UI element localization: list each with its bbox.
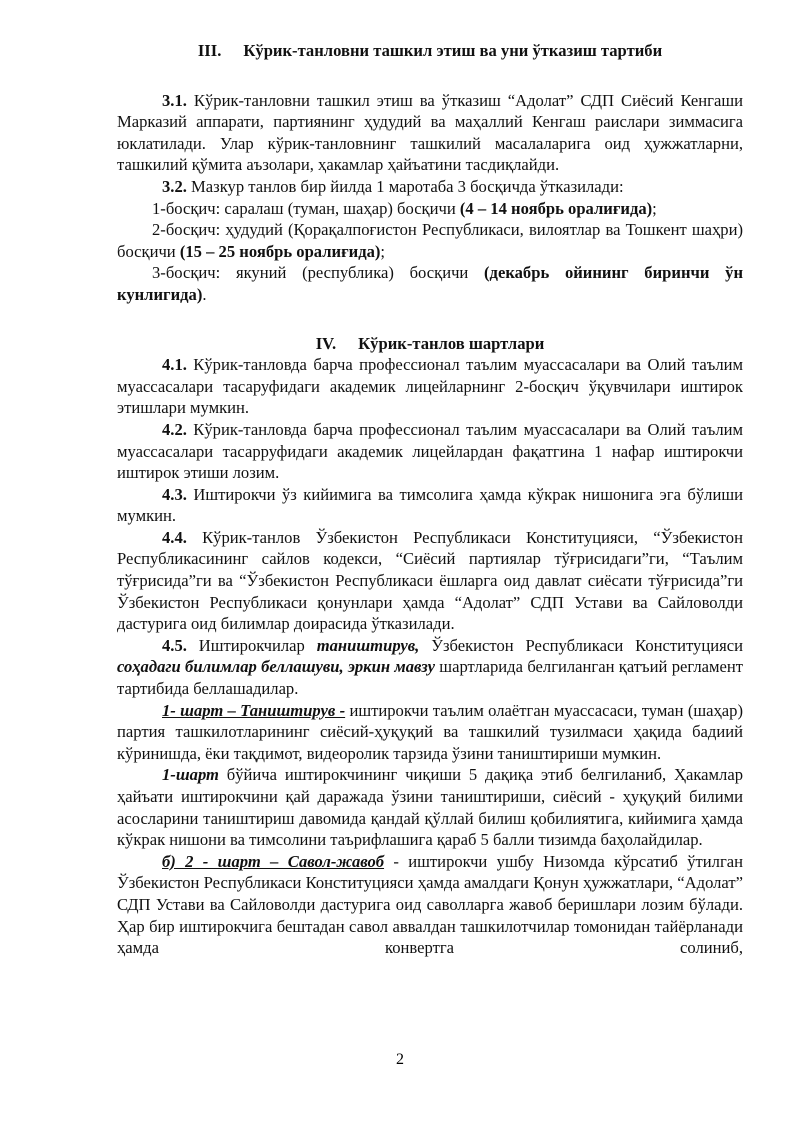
stage-1-text: 1-босқич: саралаш (туман, шаҳар) босқичи xyxy=(152,198,460,218)
paragraph-3-1 xyxy=(117,90,743,176)
document-page xyxy=(117,40,743,959)
condition-1-title: 1- шарт – Таништирув - xyxy=(162,700,346,720)
paragraph-4-4-text: Кўрик-танлов Ўзбекистон Республикаси Конституцияси, “Ўзбекистон Республикасининг сайлов кодекси, “Сиёсий партиялар тўғрисидаги”ги, “Таълим тўғрисида”ги ва “Ўзбекистон Республикаси ёшларга оид давлат сиёсати тўғрисида”ги Ўзбекистон Республикаси қонунлари ҳамда “Адолат” СДП Устави ва Сайловолди дастурига оид билимлар доирасида ўтказилади. xyxy=(117,527,743,634)
condition-1-text: иштирокчи таълим олаётган муассасаси, туман (шаҳар) партия ташкилотларининг сиёсий-ҳуқуқий ва ташкилий тузилмаси ҳақида бадиий кўринишда, ёки тақдимот, видеоролик тарзида ўзини таништириши мумкин. xyxy=(117,700,743,763)
paragraph-4-5-emphasis-2: соҳадаги билимлар беллашуви, эркин мавзу xyxy=(117,657,435,677)
paragraph-3-1-text: Кўрик-танловни ташкил этиш ва ўтказиш “Адолат” СДП Сиёсий Кенгаши Марказий аппарати, партиянинг ҳудудий ва маҳаллий Кенгаш раислари зиммасига юклатилади. Улар кўрик-танловнинг ташкилий масалаларига оид ҳужжатларни, ташкилий қўмита аъзолари, ҳакамлар ҳайъатини тасдиқлайди. xyxy=(117,90,743,175)
stage-1 xyxy=(117,198,743,220)
condition-2-text: - иштирокчи ушбу Низомда кўрсатиб ўтилган Ўзбекистон Республикаси Конституцияси ҳамда амалдаги Қонун ҳужжатлари, “Адолат” СДП Устави ва Сайловолди дастурига оид саволларга жавоб беришлари лозим бўлади. Ҳар бир иштирокчига бештадан савол аввалдан ташкилотчилар томонидан тайёрланади ҳамда конвертга солиниб, xyxy=(117,851,743,958)
paragraph-3-2-text: Мазкур танлов бир йилда 1 маротаба 3 босқичда ўтказилади: xyxy=(186,176,624,196)
paragraph-4-4-number: 4.4. xyxy=(162,527,187,547)
stage-2-tail: ; xyxy=(380,241,386,261)
paragraph-4-5-text-1: Иштирокчилар xyxy=(186,635,317,655)
paragraph-3-1-number: 3.1. xyxy=(162,90,187,110)
stage-3-tail: . xyxy=(202,284,207,304)
section-4-number: IV. xyxy=(315,333,337,353)
paragraph-4-1-number: 4.1. xyxy=(162,355,187,375)
stage-3-text: 3-босқич: якуний (республика) босқичи xyxy=(152,263,485,283)
paragraph-4-3-number: 4.3. xyxy=(162,484,187,504)
paragraph-4-4 xyxy=(117,527,743,635)
paragraph-4-3 xyxy=(117,484,743,527)
condition-1-lead: 1-шарт xyxy=(162,765,219,785)
stage-3 xyxy=(117,262,743,305)
paragraph-3-2 xyxy=(117,176,743,198)
stage-2-text: 2-босқич: ҳудудий (Қорақалпоғистон Республикаси, вилоятлар ва Тошкент шаҳри) босқичи xyxy=(117,220,743,261)
paragraph-4-5 xyxy=(117,635,743,700)
stage-3-dates: (декабрь ойининг биринчи ўн кунлигида) xyxy=(117,263,744,304)
section-3-heading xyxy=(117,40,743,62)
paragraph-4-3-text: Иштирокчи ўз кийимига ва тимсолига ҳамда кўкрак нишонига эга бўлиши мумкин. xyxy=(117,484,743,526)
page-number: 2 xyxy=(396,1051,404,1068)
condition-2 xyxy=(117,851,743,959)
paragraph-4-5-number: 4.5. xyxy=(162,635,187,655)
paragraph-4-1-text: Кўрик-танловда барча профессионал таълим муассасалари ва Олий таълим муассасалари тасаруфидаги академик лицейларнинг 2-босқич ўқувчилари иштирок этишлари мумкин. xyxy=(117,355,743,418)
condition-1 xyxy=(117,700,743,765)
condition-1-evaluation xyxy=(117,764,743,850)
paragraph-4-1 xyxy=(117,354,743,419)
paragraph-3-2-number: 3.2. xyxy=(162,176,187,196)
stage-1-tail: ; xyxy=(652,198,657,218)
paragraph-4-5-emphasis-1: таништирув, xyxy=(316,635,420,655)
paragraph-4-2 xyxy=(117,419,743,484)
paragraph-4-5-text-2: Ўзбекистон Республикаси Конституцияси xyxy=(419,635,743,655)
condition-2-title: б) 2 - шарт – Савол-жавоб xyxy=(162,851,385,871)
section-4-title: Кўрик-танлов шартлари xyxy=(358,333,545,353)
paragraph-4-2-number: 4.2. xyxy=(162,419,187,439)
section-4-heading xyxy=(117,333,743,355)
stage-2 xyxy=(117,219,743,262)
paragraph-4-2-text: Кўрик-танловда барча профессионал таълим муассасалари ва Олий таълим муассасалари тасарруфидаги академик лицейлардан фақатгина 1 нафар иштирокчи иштирок этиши лозим. xyxy=(117,419,743,483)
stage-2-dates: (15 – 25 ноябрь оралиғида) xyxy=(179,241,381,261)
paragraph-4-5-text-3: шартларида белгиланган қатъий регламент тартибида беллашадилар. xyxy=(117,657,743,699)
section-3-title: Кўрик-танловни ташкил этиш ва уни ўтказиш тартиби xyxy=(243,41,663,60)
stage-1-dates: (4 – 14 ноябрь оралиғида) xyxy=(459,198,653,218)
section-3-number: III. xyxy=(197,41,222,60)
condition-1-evaluation-text: бўйича иштирокчининг чиқиши 5 дақиқа этиб белгиланиб, Ҳакамлар ҳайъати иштирокчини қай даражада ўзини таништириши, сиёсий - ҳуқуқий билими асосларини таништириш давомида қандай қўллай билиш қобилиятига, кийимига ҳамда кўкрак нишони ва тимсолини таърифлашига қараб 5 балли тизимда баҳолайдилар. xyxy=(117,765,743,850)
